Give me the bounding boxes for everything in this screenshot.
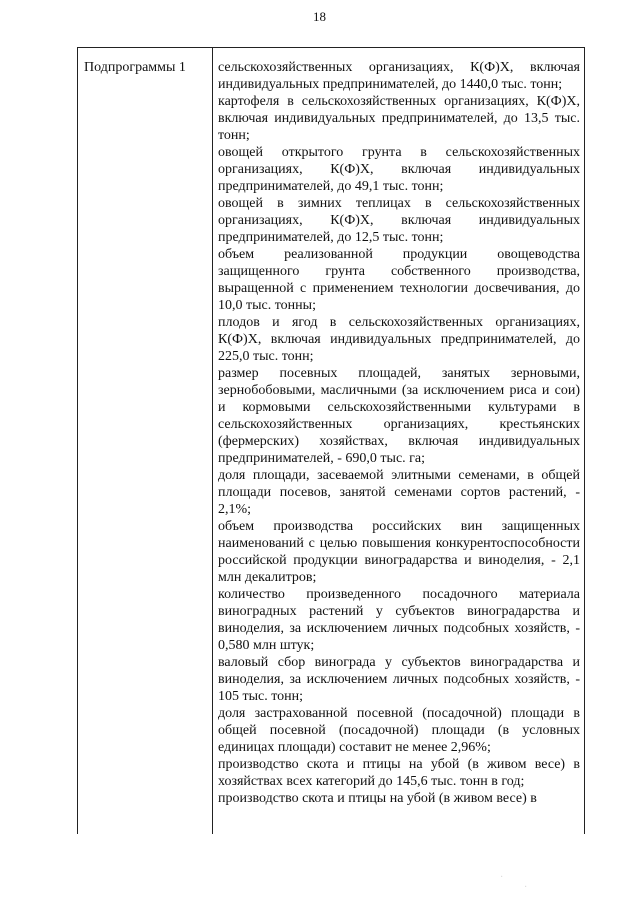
- indicator-item: валовый сбор винограда у субъектов виноградарства и виноделия, за исключением личных подсобных хозяйств, - 105 тыс. тонн;: [218, 655, 580, 704]
- page-number: 18: [313, 9, 326, 24]
- indicator-item: производство скота и птицы на убой (в живом весе) в хозяйствах всех категорий до 145,6 тыс. тонн в год;: [218, 757, 580, 789]
- indicator-item: производство скота и птицы на убой (в живом весе) в: [218, 791, 537, 806]
- indicator-item: количество произведенного посадочного материала виноградных растений у субъектов виноградарства и виноделия, за исключением личных подсобных хозяйств, - 0,580 млн штук;: [218, 587, 580, 653]
- indicator-item: размер посевных площадей, занятых зерновыми, зернобобовыми, масличными (за исключением риса и сои) и кормовыми сельскохозяйственными культурами в сельскохозяйственных организациях, крестьянских (фермерских) хозяйствах, включая индивидуальных предпринимателей, - 690,0 тыс. га;: [218, 366, 580, 466]
- indicator-item: овощей в зимних теплицах в сельскохозяйственных организациях, К(Ф)Х, включая индивидуальных предпринимателей, до 12,5 тыс. тонн;: [218, 196, 580, 245]
- indicator-item: сельскохозяйственных организациях, К(Ф)Х, включая индивидуальных предпринимателей, до 1440,0 тыс. тонн;: [218, 60, 580, 92]
- indicator-item: плодов и ягод в сельскохозяйственных организациях, К(Ф)Х, включая индивидуальных предпринимателей, до 225,0 тыс. тонн;: [218, 315, 580, 364]
- indicator-item: объем реализованной продукции овощеводства защищенного грунта собственного производства, выращенной с применением технологии досвечивания, до 10,0 тыс. тонны;: [218, 247, 580, 313]
- indicator-item: объем производства российских вин защищенных наименований с целью повышения конкурентоспособности российской продукции виноградарства и виноделия, - 2,1 млн декалитров;: [218, 519, 580, 585]
- indicator-item: картофеля в сельскохозяйственных организациях, К(Ф)Х, включая индивидуальных предпринимателей, до 13,5 тыс. тонн;: [218, 94, 580, 143]
- indicator-item: овощей открытого грунта в сельскохозяйственных организациях, К(Ф)Х, включая индивидуальных предпринимателей, до 49,1 тыс. тонн;: [218, 145, 580, 194]
- row-label: Подпрограммы 1: [84, 60, 186, 75]
- scan-speck: ·: [524, 882, 528, 893]
- indicators-cell: [218, 59, 580, 807]
- indicator-item: доля площади, засеваемой элитными семенами, в общей площади посевов, занятой семенами сортов растений, - 2,1%;: [218, 468, 580, 517]
- column-divider: [212, 48, 213, 834]
- indicator-item: доля застрахованной посевной (посадочной) площади в общей посевной (посадочной) площади (в условных единицах площади) составит не менее 2,96%;: [218, 706, 580, 755]
- program-table: [77, 47, 585, 834]
- scan-speck: ·: [500, 872, 504, 883]
